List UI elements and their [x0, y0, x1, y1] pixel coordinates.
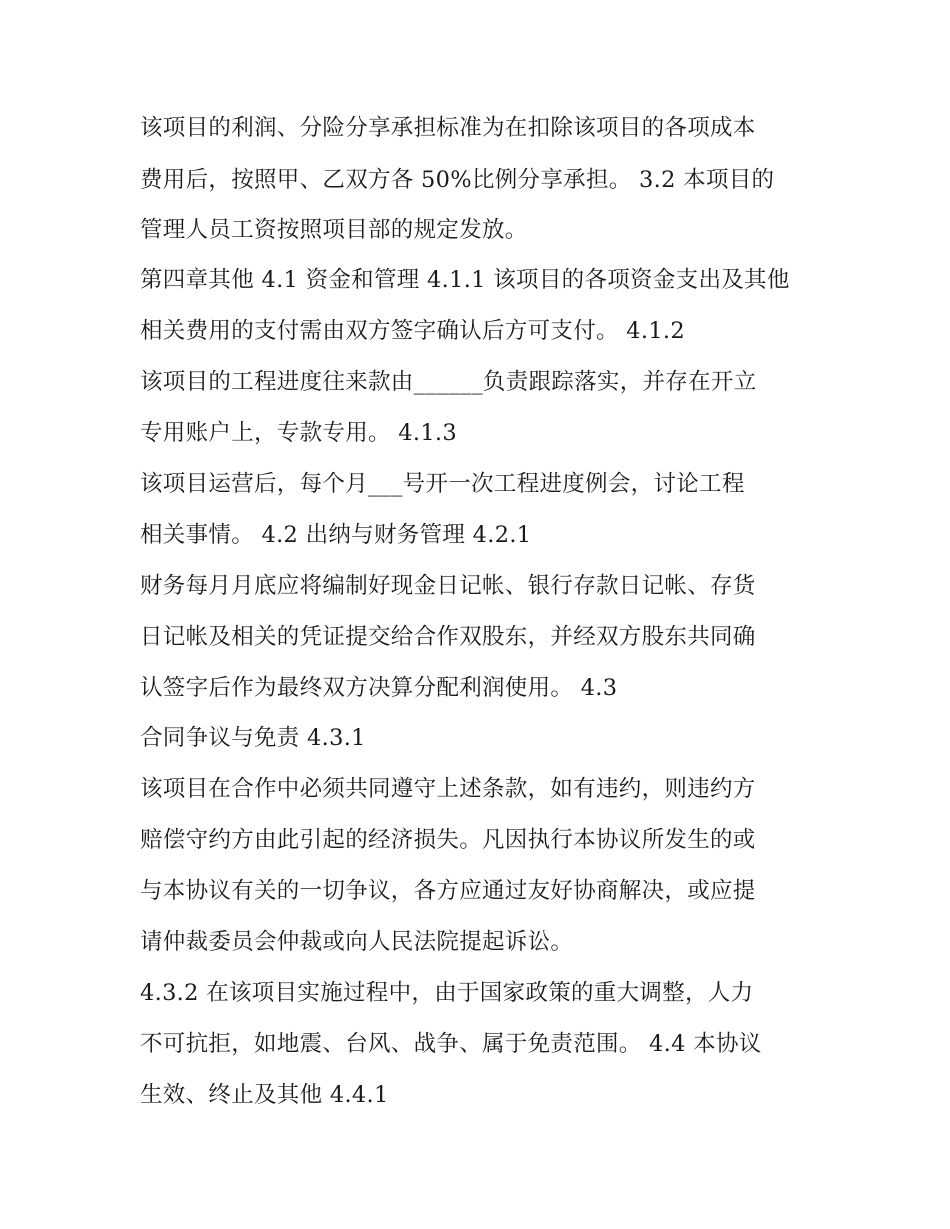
text-line: 财务每月月底应将编制好现金日记帐、银行存款日记帐、存货	[140, 573, 756, 599]
text-line: 该项目运营后，每个月___号开一次工程进度例会，讨论工程	[140, 471, 745, 497]
text-line: 合同争议与免责 4.3.1	[140, 725, 366, 751]
text-line: 生效、终止及其他 4.4.1	[140, 1082, 389, 1108]
text-line: 专用账户上，专款专用。 4.1.3	[140, 420, 458, 446]
text-line: 相关费用的支付需由双方签字确认后方可支付。 4.1.2	[140, 318, 686, 344]
text-line: 费用后，按照甲、乙双方各 50%比例分享承担。 3.2 本项目的	[140, 167, 775, 193]
text-line: 该项目的工程进度往来款由______负责跟踪落实，并存在开立	[140, 369, 757, 395]
text-line: 与本协议有关的一切争议，各方应通过友好协商解决，或应提	[140, 878, 756, 904]
text-line: 该项目的利润、分险分享承担标准为在扣除该项目的各项成本	[140, 115, 756, 141]
text-line: 日记帐及相关的凭证提交给合作双股东，并经双方股东共同确	[140, 624, 756, 650]
text-line: 该项目在合作中必须共同遵守上述条款，如有违约，则违约方	[140, 776, 756, 802]
text-line: 不可抗拒，如地震、台风、战争、属于免责范围。 4.4 本协议	[140, 1031, 762, 1057]
text-line: 第四章其他 4.1 资金和管理 4.1.1 该项目的各项资金支出及其他	[140, 267, 790, 293]
text-line: 4.3.2 在该项目实施过程中，由于国家政策的重大调整，人力	[140, 980, 754, 1006]
text-line: 管理人员工资按照项目部的规定发放。	[140, 217, 528, 243]
text-line: 认签字后作为最终双方决算分配利润使用。 4.3	[140, 675, 618, 701]
text-line: 请仲裁委员会仲裁或向人民法院提起诉讼。	[140, 929, 574, 955]
text-line: 相关事情。 4.2 出纳与财务管理 4.2.1	[140, 522, 532, 548]
text-line: 赔偿守约方由此引起的经济损失。凡因执行本协议所发生的或	[140, 827, 756, 853]
